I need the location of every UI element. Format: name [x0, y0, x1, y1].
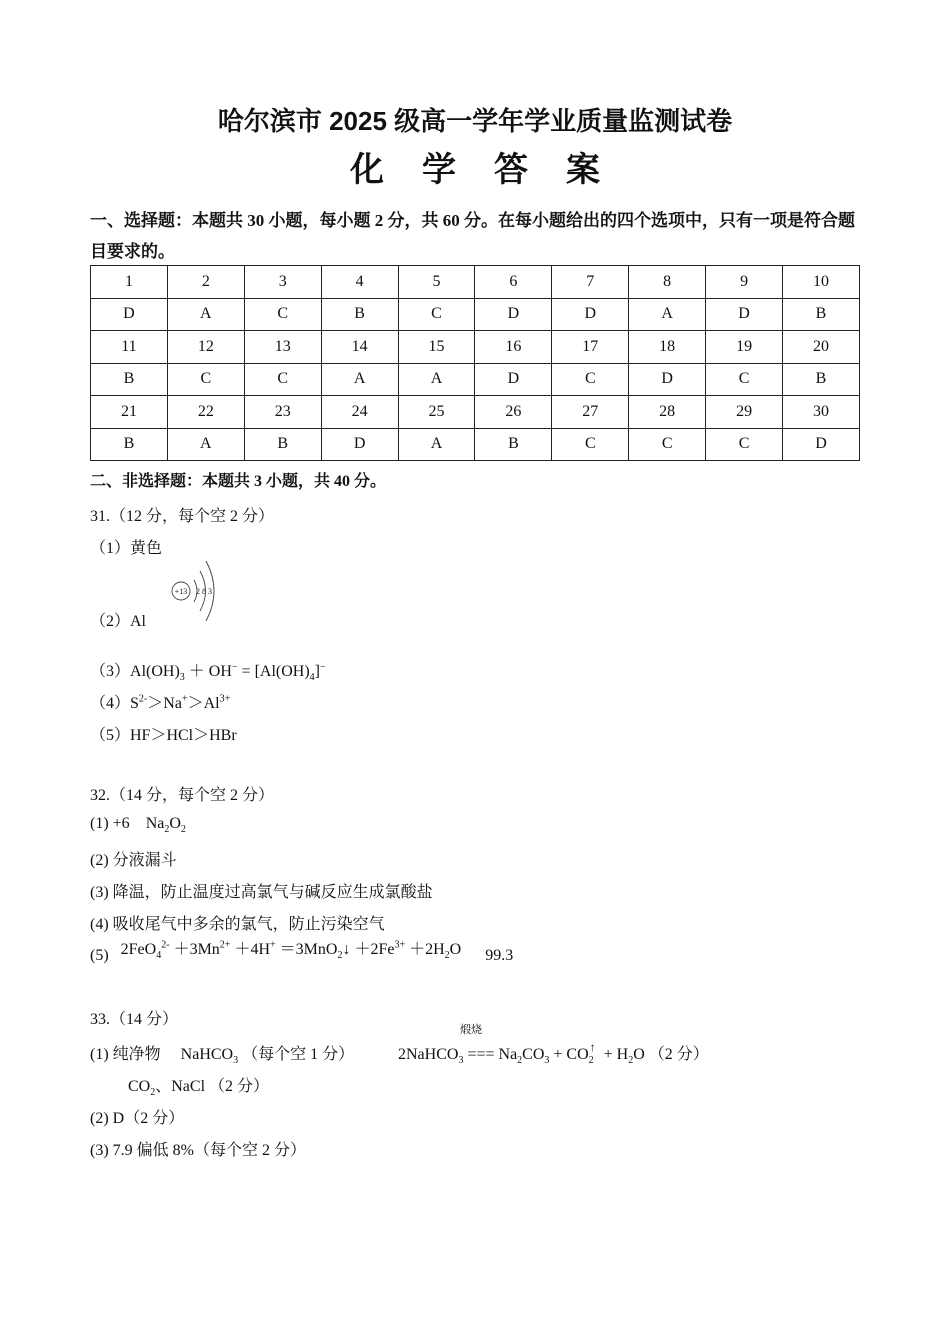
q33-title: 33.（14 分） [90, 1011, 179, 1028]
table-row [91, 363, 860, 396]
question-number-cell: 8 [629, 266, 706, 299]
answer-cell: C [244, 363, 321, 396]
question-number-cell: 13 [244, 331, 321, 364]
answer-cell: C [706, 428, 783, 461]
q32-title: 32.（14 分，每个空 2 分） [90, 787, 275, 804]
answer-cell: A [167, 298, 244, 331]
answer-cell: C [244, 298, 321, 331]
question-number-cell: 14 [321, 331, 398, 364]
q32-answer-3: (3) 降温，防止温度过高氯气与碱反应生成氯酸盐 [90, 884, 433, 901]
question-number-cell: 2 [167, 266, 244, 299]
answer-cell: B [244, 428, 321, 461]
table-row [91, 298, 860, 331]
section1-heading: 一、选择题：本题共 30 小题，每小题 2 分，共 60 分。在每小题给出的四个选项中，只有一项是符合题目要求的。 [90, 211, 855, 261]
answer-cell: C [167, 363, 244, 396]
table-row [91, 331, 860, 364]
answer-cell: D [475, 298, 552, 331]
question-number-cell: 19 [706, 331, 783, 364]
answer-cell: A [629, 298, 706, 331]
q33-equation: 煅烧 2NaHCO$_3$ === $Na_2CO_3 + CO_2^↑ + H_2O$ （2 分） [398, 1024, 709, 1067]
answer-cell: C [706, 363, 783, 396]
answer-cell: A [167, 428, 244, 461]
answer-cell: D [552, 298, 629, 331]
answer-cell: D [706, 298, 783, 331]
answer-cell: B [783, 298, 860, 331]
q33-answer-2: (2) D（2 分） [90, 1110, 185, 1127]
table-row [91, 428, 860, 461]
answer-cell: B [321, 298, 398, 331]
question-number-cell: 28 [629, 396, 706, 429]
table-row [91, 266, 860, 299]
question-number-cell: 21 [91, 396, 168, 429]
q31-answer-3: $(3)Al(OH)_3 + OH^- = [Al(OH)_4]^-$ [90, 661, 326, 684]
question-number-cell: 17 [552, 331, 629, 364]
answer-cell: C [629, 428, 706, 461]
q33-answer-1: (1) 纯净物 NaHCO$_3$ （每个空 1 分） [90, 1046, 355, 1067]
q31-answer-4: $(4)S^{2-}>Na^+>Al^{3+}$ [90, 693, 231, 712]
question-number-cell: 10 [783, 266, 860, 299]
question-number-cell: 11 [91, 331, 168, 364]
q31-title: 31.（12 分，每个空 2 分） [90, 508, 275, 525]
page-subtitle: 化学答案 [350, 152, 638, 189]
answer-cell: B [91, 428, 168, 461]
q32-answer-5: (5) $2FeO_4^{2-} +3Mn^{2+} +4H^+$ ＝3MnO$_2$↓ $+2Fe^{3+} +2H_2O$ 99.3 [90, 939, 514, 964]
question-number-cell: 20 [783, 331, 860, 364]
answer-table [90, 265, 860, 461]
table-row [91, 396, 860, 429]
nucleus-charge: +13 [174, 587, 188, 596]
q33-answer-1-line2: $CO_2$、NaCl （2 分） [128, 1078, 270, 1099]
question-number-cell: 12 [167, 331, 244, 364]
shell-electrons: 2 8 3 [196, 587, 212, 596]
section2-heading: 二、非选择题：本题共 3 小题，共 40 分。 [90, 473, 387, 490]
answer-cell: D [475, 363, 552, 396]
answer-cell: B [91, 363, 168, 396]
q32-answer-4: (4) 吸收尾气中多余的氯气，防止污染空气 [90, 916, 385, 933]
question-number-cell: 5 [398, 266, 475, 299]
question-number-cell: 1 [91, 266, 168, 299]
question-number-cell: 25 [398, 396, 475, 429]
question-number-cell: 16 [475, 331, 552, 364]
question-number-cell: 15 [398, 331, 475, 364]
answer-cell: A [398, 428, 475, 461]
answer-cell: C [552, 363, 629, 396]
question-number-cell: 7 [552, 266, 629, 299]
q32-answer-1: (1) +6 $Na_2O_2$ [90, 815, 186, 836]
question-number-cell: 29 [706, 396, 783, 429]
question-number-cell: 3 [244, 266, 321, 299]
answer-cell: D [91, 298, 168, 331]
q31-answer-2: （2）Al [90, 613, 147, 630]
answer-cell: B [475, 428, 552, 461]
answer-cell: C [552, 428, 629, 461]
answer-cell: D [629, 363, 706, 396]
question-number-cell: 23 [244, 396, 321, 429]
al-atom-structure-diagram [168, 558, 228, 624]
answer-cell: D [783, 428, 860, 461]
q31-answer-1: （1）黄色 [90, 540, 163, 557]
answer-cell: B [783, 363, 860, 396]
question-number-cell: 24 [321, 396, 398, 429]
question-number-cell: 4 [321, 266, 398, 299]
question-number-cell: 6 [475, 266, 552, 299]
answer-cell: A [321, 363, 398, 396]
question-number-cell: 9 [706, 266, 783, 299]
question-number-cell: 22 [167, 396, 244, 429]
q32-answer-2: (2) 分液漏斗 [90, 852, 177, 869]
q31-answer-5: （5）HF＞HCl＞HBr [90, 727, 237, 744]
question-number-cell: 18 [629, 331, 706, 364]
question-number-cell: 30 [783, 396, 860, 429]
answer-cell: D [321, 428, 398, 461]
answer-cell: C [398, 298, 475, 331]
page-title: 哈尔滨市 2025 级高一学年学业质量监测试卷 [217, 106, 733, 136]
q33-answer-3: (3) 7.9 偏低 8%（每个空 2 分） [90, 1142, 306, 1159]
answer-cell: A [398, 363, 475, 396]
question-number-cell: 26 [475, 396, 552, 429]
question-number-cell: 27 [552, 396, 629, 429]
